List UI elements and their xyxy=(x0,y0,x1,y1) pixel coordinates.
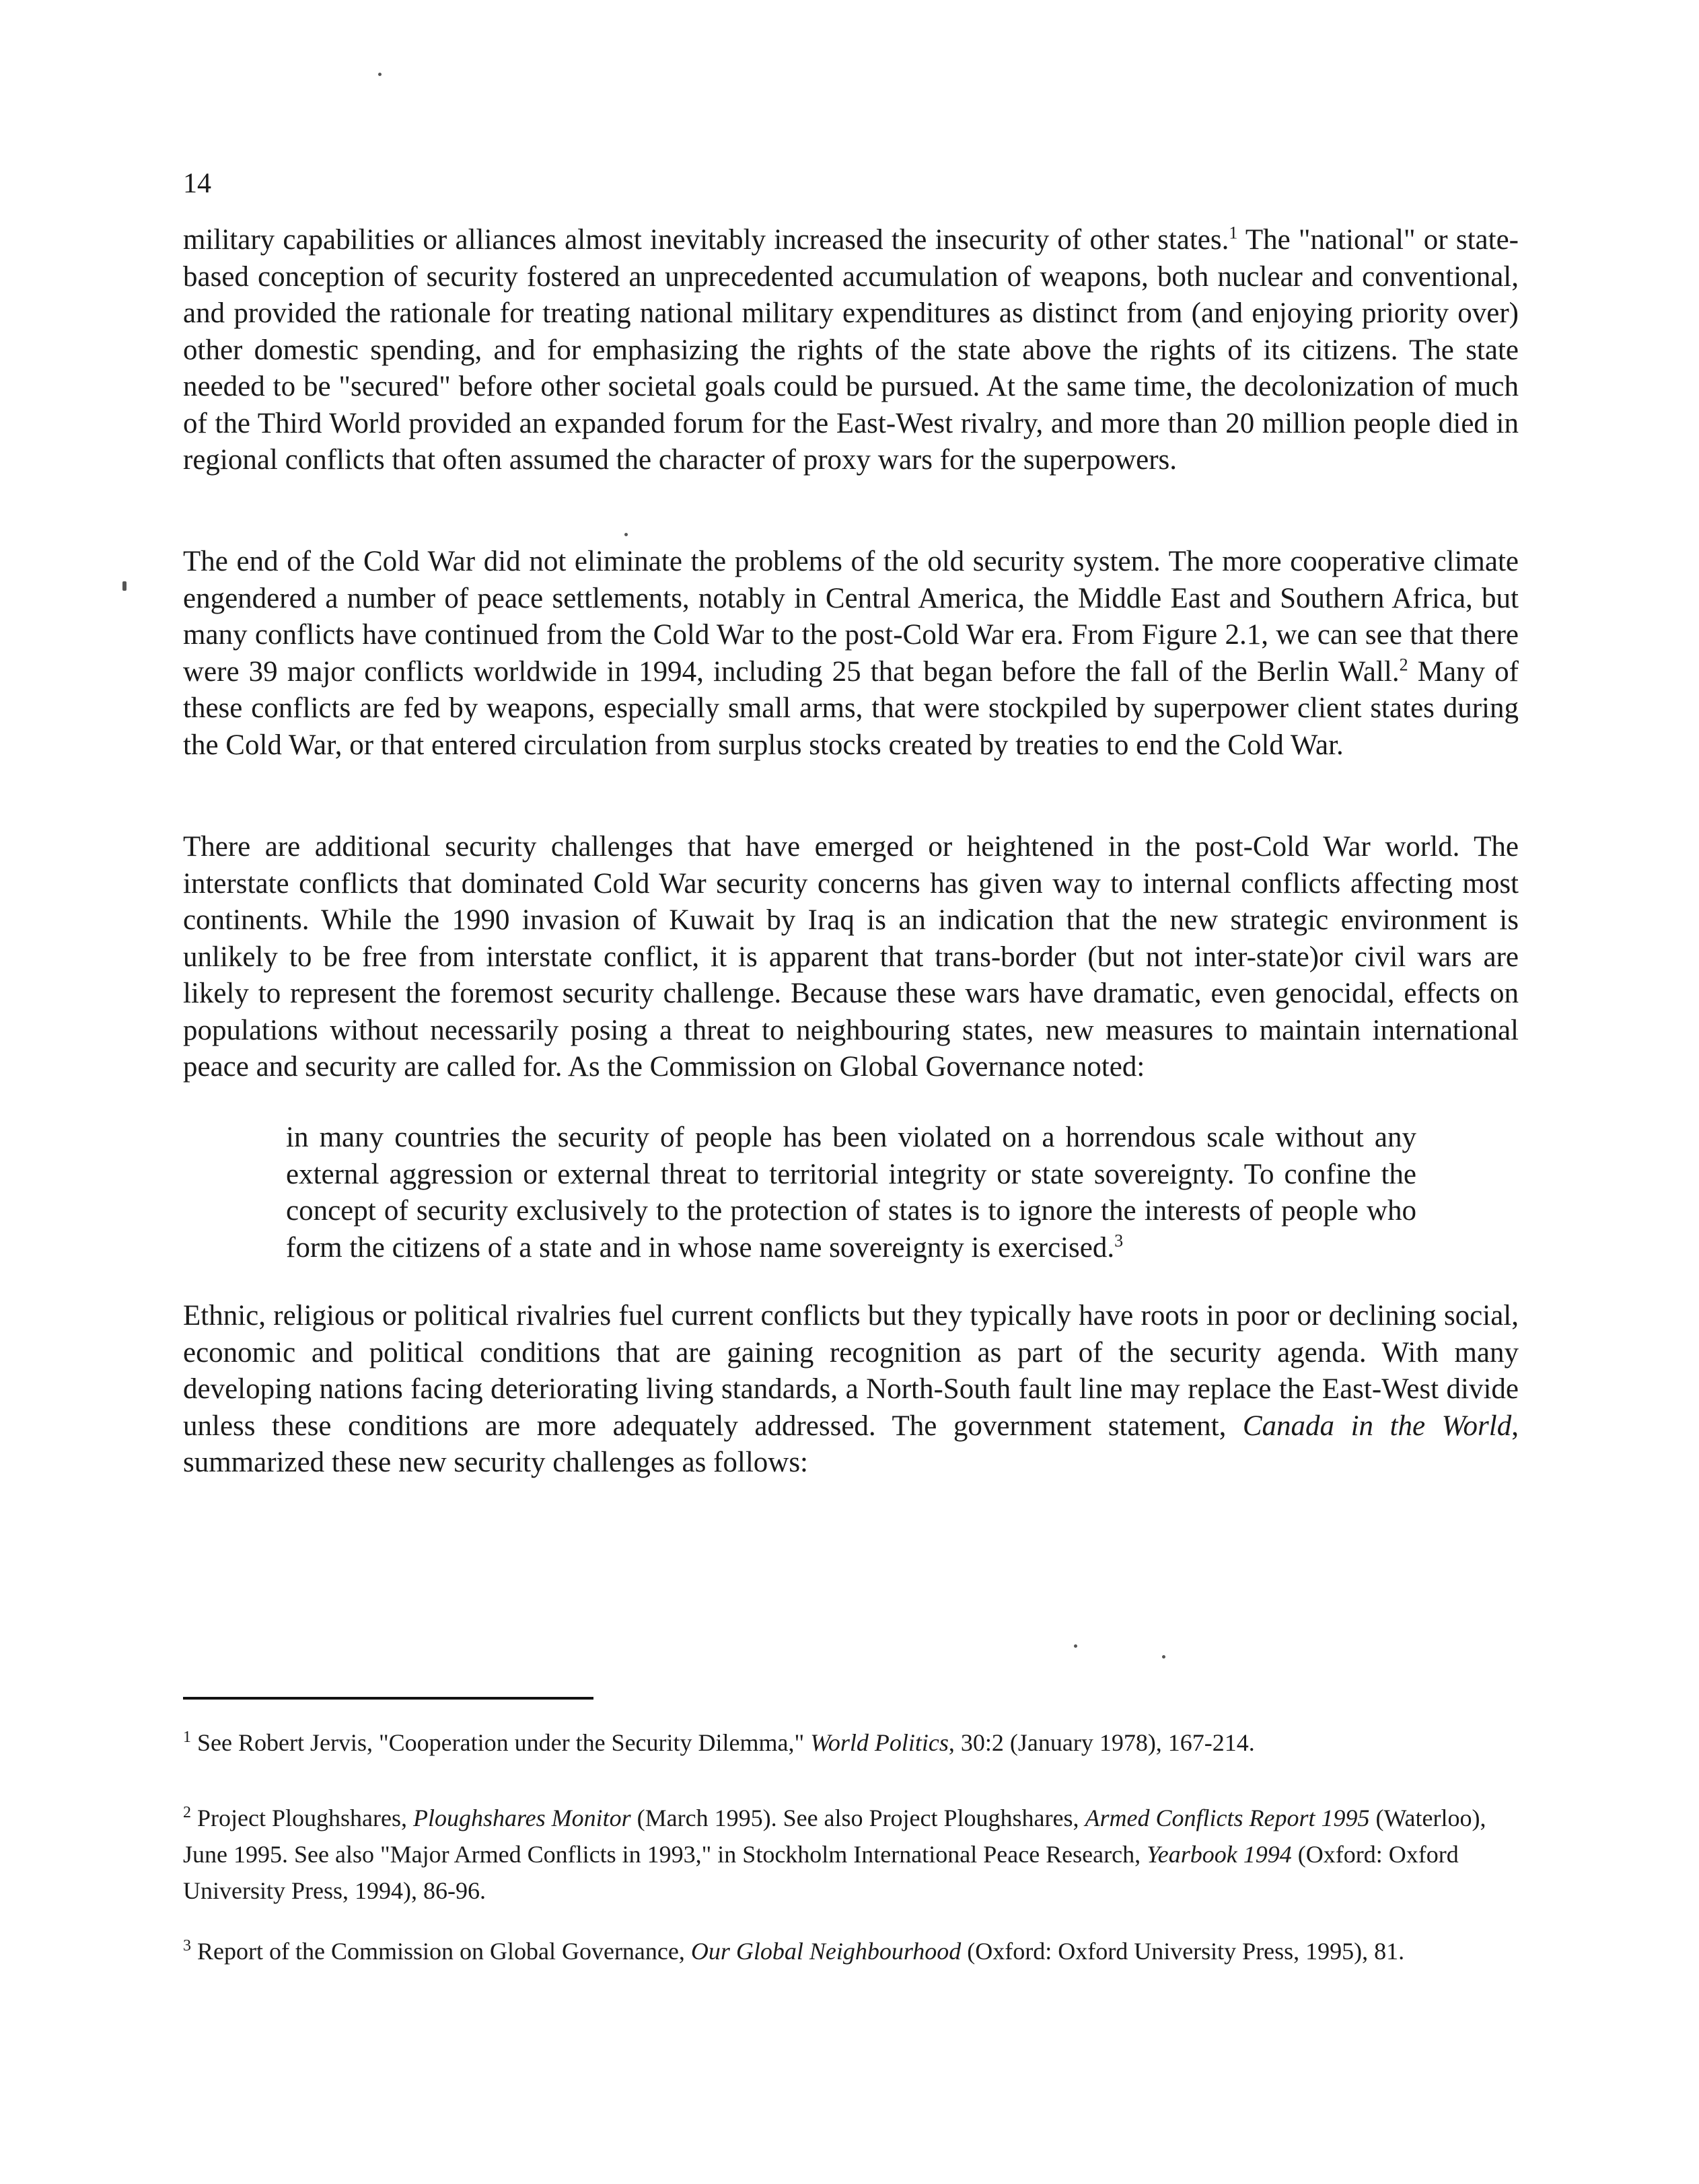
text-run: There are additional security challenges that have emerged or heightened in the post-Cold War world. The interstate conflicts that dominated Cold War security concerns has given way to internal conflicts affecting most continents. While the 1990 invasion of Kuwait by Iraq is an indication that the new strategic environment is unlikely to be free from interstate conflict, it is apparent that trans-border (but not inter-state)or civil wars are likely to represent the foremost security challenge. Because these wars have dramatic, even genocidal, effects on populations without necessarily posing a threat to neighbouring states, new measures to maintain international peace and security are called for. As the Commission on Global Governance noted: xyxy=(183,831,1519,1083)
italic-title: Ploughshares Monitor xyxy=(412,1805,631,1831)
scan-speck xyxy=(1074,1644,1077,1648)
text-run: Project Ploughshares, xyxy=(191,1805,413,1831)
paragraph xyxy=(183,1298,1519,1482)
text-run: Ethnic, religious or political rivalries fuel current conflicts but they typically have roots in poor or declining social, economic and political conditions that are gaining recognition as part of the security agenda. With many developing nations facing deteriorating living standards, a North-South fault line may replace the East-West divide unless these conditions are more adequately addressed. The government statement, xyxy=(183,1300,1519,1442)
paragraph xyxy=(183,829,1519,1086)
text-run: The "national" or state-based conception of security fostered an unprecedented accumulation of weapons, both nuclear and conventional, and provided the rationale for treating national military expenditures as distinct from (and enjoying priority over) other domestic spending, and for emphasizing the rights of the state above the rights of its citizens. The state needed to be "secured" before other societal goals could be pursued. At the same time, the decolonization of much of the Third World provided an expanded forum for the East-West rivalry, and more than 20 million people died in regional conflicts that often assumed the character of proxy wars for the superpowers. xyxy=(183,224,1519,476)
block-quote xyxy=(286,1120,1416,1266)
paragraph xyxy=(183,222,1519,479)
scan-speck xyxy=(1162,1655,1165,1659)
footnote-reference: 1 xyxy=(1229,223,1238,243)
footnote-separator xyxy=(183,1697,593,1700)
footnote xyxy=(183,1800,1519,1909)
text-run: , summarized these new security challenges as follows: xyxy=(183,1410,1519,1478)
text-run: The end of the Cold War did not eliminate the problems of the old security system. The more cooperative climate engendered a number of peace settlements, notably in Central America, the Middle East and Southern Africa, but many conflicts have continued from the Cold War to the post-Cold War era. From Figure 2.1, we can see that there were 39 major conflicts worldwide in 1994, including 25 that began before the fall of the Berlin Wall. xyxy=(183,546,1519,688)
text-run: Many of these conflicts are fed by weapons, especially small arms, that were stockpiled by superpower client states during the Cold War, or that entered circulation from surplus stocks created by treaties to end the Cold War. xyxy=(183,655,1519,761)
text-run: , 30:2 (January 1978), 167-214. xyxy=(948,1729,1255,1756)
scan-speck xyxy=(624,533,628,536)
text-run: (Oxford: Oxford University Press, 1994), 86-96. xyxy=(183,1841,1459,1904)
text-run: (Oxford: Oxford University Press, 1995), 81. xyxy=(961,1938,1405,1965)
page-number: 14 xyxy=(183,168,211,199)
italic-title: World Politics xyxy=(810,1729,949,1756)
footnote-mark: 1 xyxy=(183,1728,191,1746)
text-run: (March 1995). See also Project Ploughshares, xyxy=(630,1805,1085,1831)
paragraph xyxy=(183,544,1519,764)
text-run: See Robert Jervis, "Cooperation under the Security Dilemma," xyxy=(191,1729,811,1756)
text-run: in many countries the security of people has been violated on a horrendous scale without any external aggression or external threat to territorial integrity or state sovereignty. To confine the concept of security exclusively to the protection of states is to ignore the interests of people who form the citizens of a state and in whose name sovereignty is exercised. xyxy=(286,1122,1416,1264)
footnote-reference: 3 xyxy=(1114,1231,1124,1251)
italic-title: Canada in the World xyxy=(1242,1410,1512,1442)
footnote-mark: 2 xyxy=(183,1804,191,1821)
scan-speck xyxy=(378,73,382,76)
italic-title: Our Global Neighbourhood xyxy=(690,1938,962,1965)
italic-title: Yearbook 1994 xyxy=(1147,1841,1292,1868)
text-run: military capabilities or alliances almost inevitably increased the insecurity of other states. xyxy=(183,224,1229,256)
text-run: Report of the Commission on Global Governance, xyxy=(191,1938,691,1965)
footnote-mark: 3 xyxy=(183,1937,191,1955)
footnote-reference: 2 xyxy=(1399,655,1408,675)
scan-speck xyxy=(122,581,126,591)
footnote xyxy=(183,1724,1519,1761)
footnote xyxy=(183,1933,1519,1969)
text-run: (Waterloo), June 1995. See also "Major Armed Conflicts in 1993," in Stockholm International Peace Research, xyxy=(183,1805,1486,1868)
italic-title: Armed Conflicts Report 1995 xyxy=(1085,1805,1370,1831)
